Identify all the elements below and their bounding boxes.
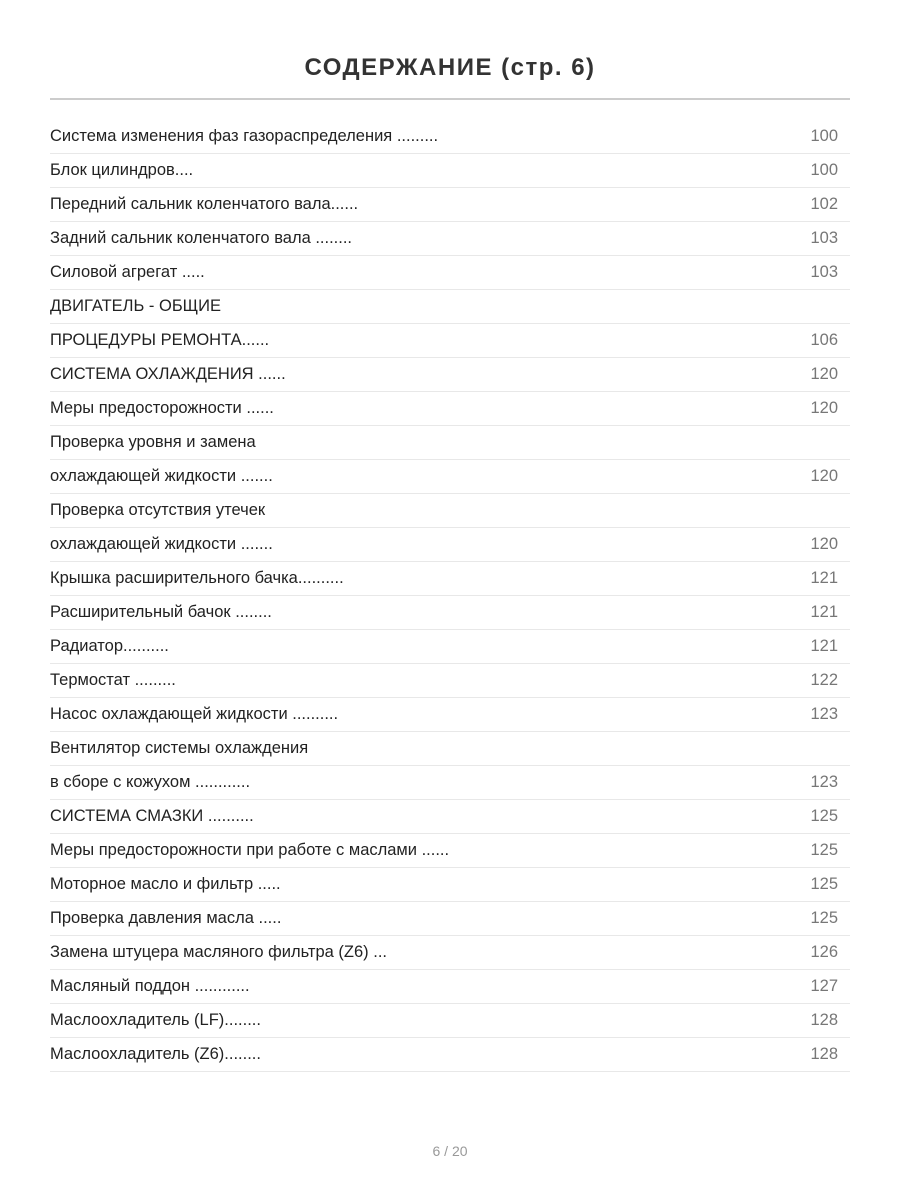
toc-entry-page: 125	[810, 909, 838, 927]
toc-entry[interactable]	[50, 902, 850, 936]
toc-entry[interactable]	[50, 528, 850, 562]
toc-entry-label: Меры предосторожности при работе с маслами ......	[50, 841, 450, 859]
toc-entry[interactable]	[50, 664, 850, 698]
toc-entry[interactable]	[50, 868, 850, 902]
toc-entry-label: Передний сальник коленчатого вала......	[50, 195, 359, 213]
toc-entry-label: Проверка давления масла .....	[50, 909, 282, 927]
toc-entry-label: СИСТЕМА ОХЛАЖДЕНИЯ ......	[50, 365, 286, 383]
toc-entry-label: СИСТЕМА СМАЗКИ ..........	[50, 807, 254, 825]
toc-entry-page: 120	[810, 399, 838, 417]
toc-entry[interactable]	[50, 256, 850, 290]
page-indicator: 6 / 20	[432, 1143, 468, 1159]
toc-entry-label: в сборе с кожухом ............	[50, 773, 251, 791]
toc-entry-page: 102	[810, 195, 838, 213]
toc-entry-page: 103	[810, 263, 838, 281]
toc-entry-label: Замена штуцера масляного фильтра (Z6) ...	[50, 943, 387, 961]
toc-entry[interactable]	[50, 630, 850, 664]
toc-entry-label: ДВИГАТЕЛЬ - ОБЩИЕ	[50, 297, 221, 315]
toc-entry-page: 120	[810, 365, 838, 383]
toc-entry[interactable]	[50, 596, 850, 630]
toc-section-heading	[50, 290, 850, 324]
toc-entry-page: 120	[810, 467, 838, 485]
toc-entry-label: Крышка расширительного бачка..........	[50, 569, 344, 587]
toc-entry-page: 106	[810, 331, 838, 349]
toc-entry-label: Проверка уровня и замена	[50, 433, 256, 451]
toc-entry-label: Блок цилиндров....	[50, 161, 194, 179]
toc-entry-label: Моторное масло и фильтр .....	[50, 875, 281, 893]
toc-entry-page: 121	[810, 637, 838, 655]
toc-entry[interactable]	[50, 324, 850, 358]
toc-entry-continued	[50, 426, 850, 460]
toc-entry-label: Меры предосторожности ......	[50, 399, 274, 417]
toc-entry-page: 121	[810, 569, 838, 587]
toc-entry-label: Масляный поддон ............	[50, 977, 250, 995]
toc-entry-page: 123	[810, 705, 838, 723]
toc-entry-continued	[50, 494, 850, 528]
toc-entry[interactable]	[50, 562, 850, 596]
toc-entry[interactable]	[50, 392, 850, 426]
toc-entry-page: 121	[810, 603, 838, 621]
toc-entry-page: 125	[810, 875, 838, 893]
toc-entry[interactable]	[50, 970, 850, 1004]
toc-entry[interactable]	[50, 936, 850, 970]
toc-entry[interactable]	[50, 1038, 850, 1072]
toc-entry[interactable]	[50, 834, 850, 868]
toc-entry-label: Силовой агрегат .....	[50, 263, 205, 281]
toc-entry[interactable]	[50, 766, 850, 800]
toc-entry-label: Вентилятор системы охлаждения	[50, 739, 309, 757]
toc-entry-page: 100	[810, 127, 838, 145]
title-divider	[50, 98, 850, 100]
toc-entry-page: 125	[810, 807, 838, 825]
toc-entry-page: 103	[810, 229, 838, 247]
toc-entry[interactable]	[50, 800, 850, 834]
toc-entry-label: Маслоохладитель (LF)........	[50, 1011, 261, 1029]
toc-entry-label: охлаждающей жидкости .......	[50, 467, 273, 485]
toc-entry[interactable]	[50, 460, 850, 494]
toc-entry[interactable]	[50, 188, 850, 222]
toc-entry-label: охлаждающей жидкости .......	[50, 535, 273, 553]
toc-entry-label: Система изменения фаз газораспределения .........	[50, 127, 439, 145]
toc-entry[interactable]	[50, 222, 850, 256]
toc-entry-label: Термостат .........	[50, 671, 176, 689]
toc-entry-label: Расширительный бачок ........	[50, 603, 272, 621]
toc-entry-page: 126	[810, 943, 838, 961]
toc-entry[interactable]	[50, 698, 850, 732]
table-of-contents	[50, 120, 850, 1072]
toc-entry-label: ПРОЦЕДУРЫ РЕМОНТА......	[50, 331, 270, 349]
toc-entry-page: 128	[810, 1045, 838, 1063]
toc-entry-label: Насос охлаждающей жидкости ..........	[50, 705, 339, 723]
toc-entry[interactable]	[50, 154, 850, 188]
toc-entry[interactable]	[50, 1004, 850, 1038]
toc-entry-page: 100	[810, 161, 838, 179]
toc-entry-label: Задний сальник коленчатого вала ........	[50, 229, 353, 247]
toc-entry-label: Маслоохладитель (Z6)........	[50, 1045, 261, 1063]
toc-entry-page: 122	[810, 671, 838, 689]
toc-entry-label: Проверка отсутствия утечек	[50, 501, 266, 519]
toc-entry-page: 125	[810, 841, 838, 859]
toc-entry-page: 127	[810, 977, 838, 995]
toc-entry-page: 128	[810, 1011, 838, 1029]
toc-entry-label: Радиатор..........	[50, 637, 169, 655]
toc-entry-page: 120	[810, 535, 838, 553]
toc-entry[interactable]	[50, 120, 850, 154]
toc-entry[interactable]	[50, 358, 850, 392]
toc-entry-page: 123	[810, 773, 838, 791]
toc-entry-continued	[50, 732, 850, 766]
page-title: СОДЕРЖАНИЕ (стр. 6)	[304, 54, 596, 82]
